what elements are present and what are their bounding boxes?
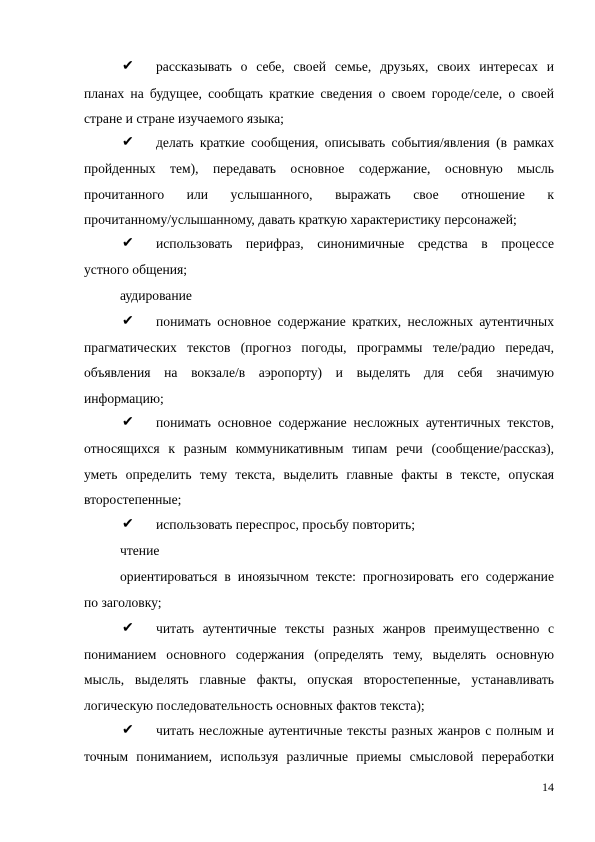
text-line: относящихся к разным коммуникативным типам речи (сообщение/рассказ), (84, 441, 554, 456)
checkmark-icon: ✔ (122, 723, 134, 738)
text-line: читать аутентичные тексты разных жанров преимущественно с (156, 621, 554, 636)
text-line: понимать основное содержание кратких, несложных аутентичных (156, 314, 554, 329)
text-line: пройденных тем), передавать основное содержание, основную мысль (84, 161, 554, 176)
text-line: стране и стране изучаемого языка; (84, 111, 284, 126)
text-line: ориентироваться в иноязычном тексте: прогнозировать его содержание (120, 569, 554, 584)
checkmark-icon: ✔ (122, 314, 134, 329)
checkmark-icon: ✔ (122, 517, 134, 532)
section-heading-reading: чтение (120, 543, 160, 558)
text-line: рассказывать о себе, своей семье, друзьях, своих интересах и (156, 59, 554, 74)
text-line: прочитанного или услышанного, выражать свое отношение к (84, 187, 554, 202)
text-line: объявления на вокзале/в аэропорту) и выделять для себя значимую (84, 365, 554, 380)
checkmark-icon: ✔ (122, 236, 134, 251)
text-line: пониманием основного содержания (определять тему, выделять основную (84, 647, 554, 662)
section-heading-listening: аудирование (120, 288, 192, 303)
text-line: прагматических текстов (прогноз погоды, программы теле/радио передач, (84, 340, 554, 355)
text-line: понимать основное содержание несложных аутентичных текстов, (156, 415, 554, 430)
text-line: информацию; (84, 391, 164, 406)
text-line: прочитанному/услышанному, давать краткую характеристику персонажей; (84, 212, 517, 227)
text-line: делать краткие сообщения, описывать события/явления (в рамках (156, 135, 554, 150)
text-line: уметь определить тему текста, выделить главные факты в тексте, опуская (84, 467, 554, 482)
text-line: мысль, выделять главные факты, опуская второстепенные, устанавливать (84, 672, 554, 687)
text-line: логическую последовательность основных фактов текста); (84, 698, 425, 713)
text-line: точным пониманием, используя различные приемы смысловой переработки (84, 749, 554, 764)
text-line: использовать перифраз, синонимичные средства в процессе (156, 236, 554, 251)
checkmark-icon: ✔ (122, 135, 134, 150)
text-line: читать несложные аутентичные тексты разных жанров с полным и (156, 723, 554, 738)
text-line: использовать переспрос, просьбу повторить; (156, 517, 416, 532)
text-line: по заголовку; (84, 595, 162, 610)
text-line: второстепенные; (84, 492, 182, 507)
text-line: устного общения; (84, 262, 188, 277)
checkmark-icon: ✔ (122, 621, 134, 636)
page-number: 14 (542, 780, 554, 794)
checkmark-icon: ✔ (122, 415, 134, 430)
text-line: планах на будущее, сообщать краткие сведения о своем городе/селе, о своей (84, 86, 554, 101)
checkmark-icon: ✔ (122, 59, 134, 74)
